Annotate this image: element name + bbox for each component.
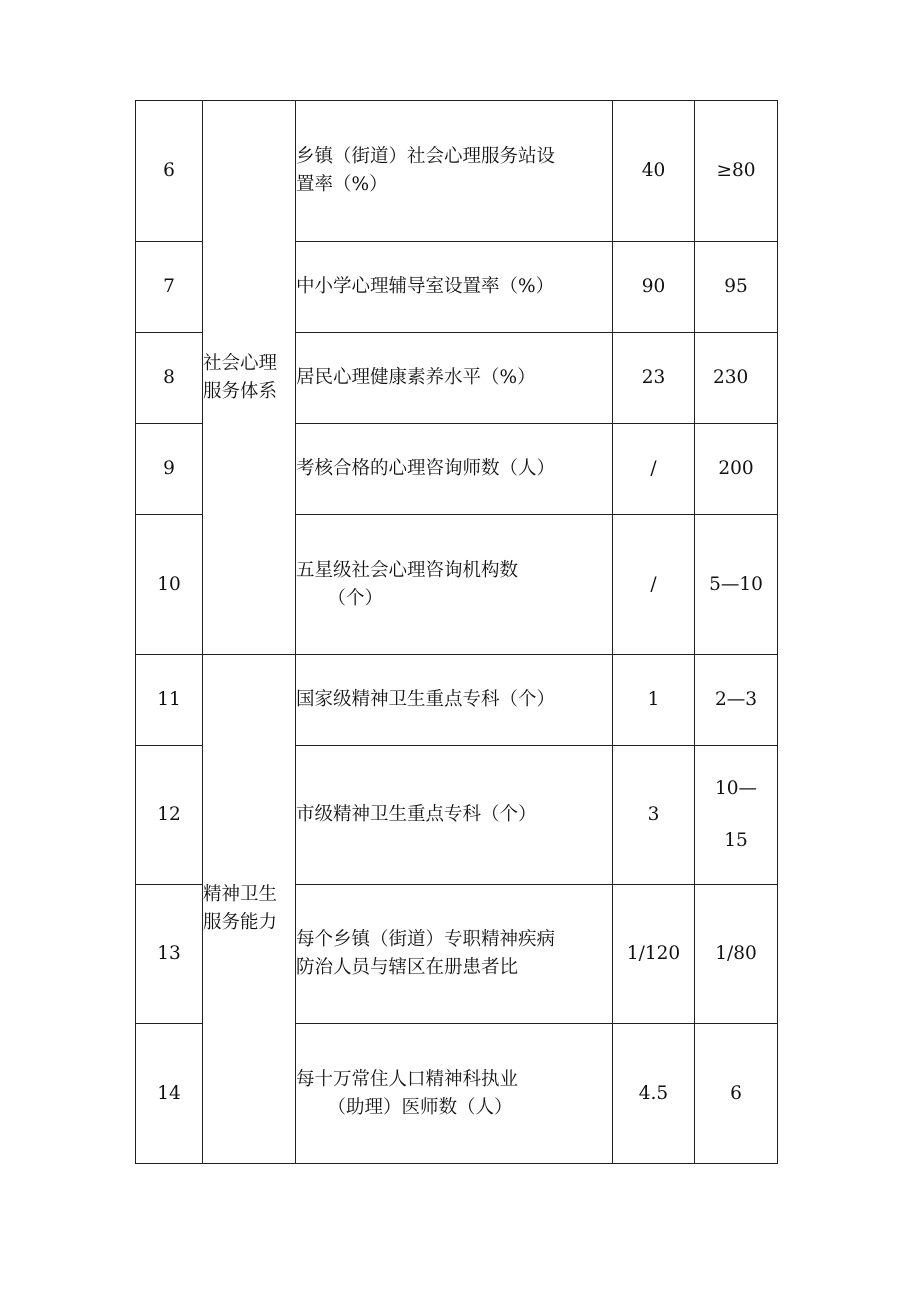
baseline-value: / <box>613 515 695 655</box>
indicator-cell: 每十万常住人口精神科执业 （助理）医师数（人） <box>296 1024 613 1164</box>
row-number: 10 <box>136 515 203 655</box>
row-number: 9 <box>136 424 203 515</box>
baseline-value: 3 <box>613 746 695 885</box>
target-value: 10— 15 <box>695 746 778 885</box>
baseline-value: 4.5 <box>613 1024 695 1164</box>
indicator-cell: 乡镇（街道）社会心理服务站设 置率（%） <box>296 101 613 242</box>
target-value: 95 <box>695 242 778 333</box>
target-value: ≥80 <box>695 101 778 242</box>
target-value: 6 <box>695 1024 778 1164</box>
category-cell <box>203 101 296 655</box>
row-number: 12 <box>136 746 203 885</box>
row-number: 6 <box>136 101 203 242</box>
target-value: 1/80 <box>695 885 778 1024</box>
table-row <box>136 655 778 746</box>
row-number: 7 <box>136 242 203 333</box>
target-value: 5—10 <box>695 515 778 655</box>
category-label: 社会心理服务体系 <box>203 352 278 402</box>
target-value: 200 <box>695 424 778 515</box>
baseline-value: 23 <box>613 333 695 424</box>
indicator-cell: 市级精神卫生重点专科（个） <box>296 746 613 885</box>
row-number: 8 <box>136 333 203 424</box>
indicator-table <box>135 100 778 1164</box>
indicator-cell: 每个乡镇（街道）专职精神疾病 防治人员与辖区在册患者比 <box>296 885 613 1024</box>
indicator-cell: 考核合格的心理咨询师数（人） <box>296 424 613 515</box>
baseline-value: 40 <box>613 101 695 242</box>
target-value: 2—3 <box>695 655 778 746</box>
indicator-cell: 国家级精神卫生重点专科（个） <box>296 655 613 746</box>
category-label: 精神卫生服务能力 <box>203 884 278 933</box>
row-number: 11 <box>136 655 203 746</box>
target-value: 230 <box>695 333 778 424</box>
category-cell <box>203 655 296 1164</box>
row-number: 13 <box>136 885 203 1024</box>
baseline-value: / <box>613 424 695 515</box>
indicator-cell: 居民心理健康素养水平（%） <box>296 333 613 424</box>
table-row <box>136 101 778 242</box>
indicator-cell: 五星级社会心理咨询机构数 （个） <box>296 515 613 655</box>
baseline-value: 1 <box>613 655 695 746</box>
indicator-cell: 中小学心理辅导室设置率（%） <box>296 242 613 333</box>
row-number: 14 <box>136 1024 203 1164</box>
baseline-value: 90 <box>613 242 695 333</box>
baseline-value: 1/120 <box>613 885 695 1024</box>
